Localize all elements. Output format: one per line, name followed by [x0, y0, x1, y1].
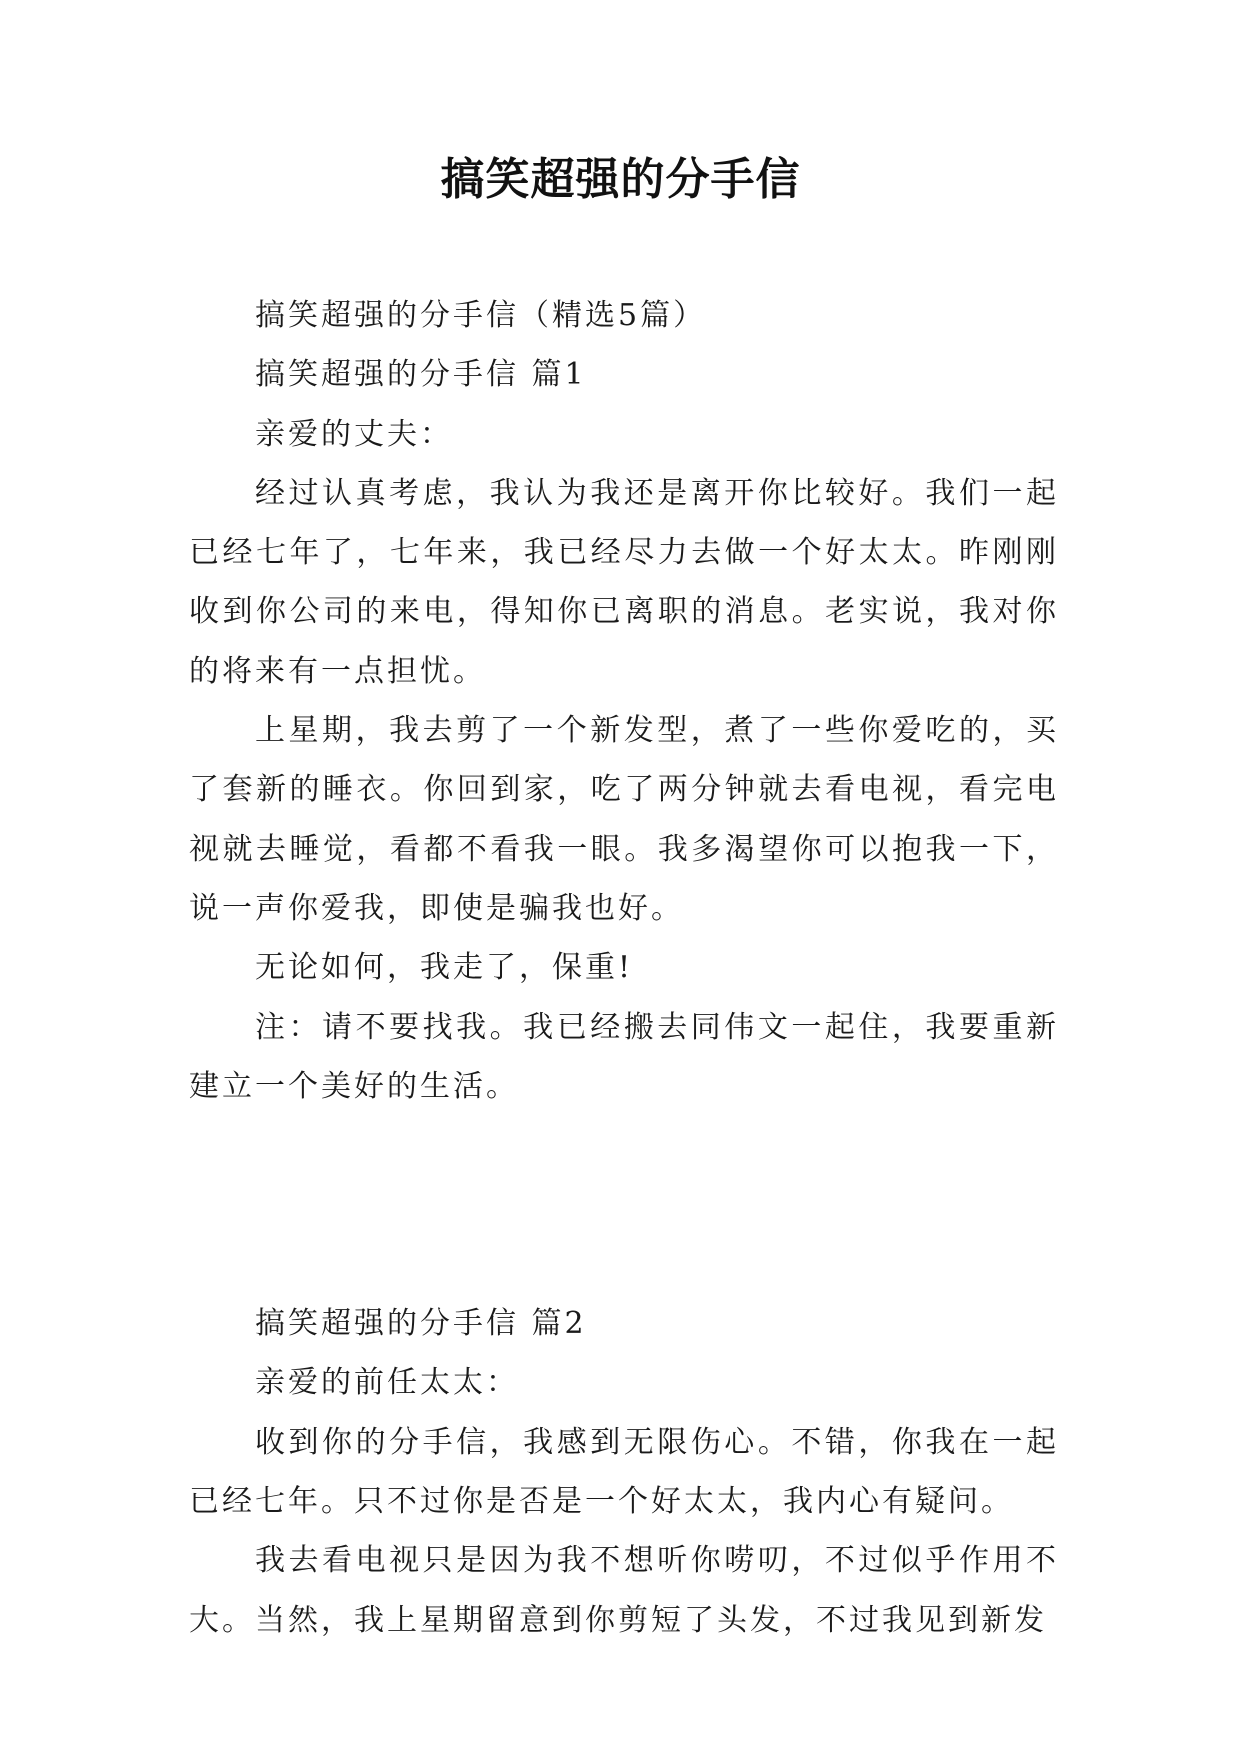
paragraph: 注：请不要找我。我已经搬去同伟文一起住，我要重新建立一个美好的生活。: [189, 1009, 1059, 1104]
paragraph: 收到你的分手信，我感到无限伤心。不错，你我在一起已经七年。只不过你是否是一个好太太，我内心有疑问。: [189, 1424, 1059, 1520]
document-title: 搞笑超强的分手信: [440, 154, 801, 205]
collection-subtitle: 搞笑超强的分手信（精选5篇）: [255, 298, 707, 333]
paragraph: 无论如何，我走了，保重!: [255, 950, 634, 986]
section-heading-2: 搞笑超强的分手信 篇2: [255, 1306, 587, 1342]
paragraph: 经过认真考虑，我认为我还是离开你比较好。我们一起已经七年了，七年来，我已经尽力去做一个好太太。昨刚刚收到你公司的来电，得知你已离职的消息。老实说，我对你的将来有一点担忧。: [189, 475, 1059, 689]
section-spacer: [189, 1116, 1059, 1294]
salutation-1: 亲爱的丈夫：: [255, 416, 453, 452]
section-heading-1: 搞笑超强的分手信 篇1: [255, 357, 587, 393]
paragraph: 我去看电视只是因为我不想听你唠叨，不过似乎作用不大。当然，我上星期留意到你剪短了头发，不过我见到新发: [189, 1543, 1059, 1638]
salutation-2: 亲爱的前任太太：: [255, 1365, 519, 1401]
paragraph: 上星期，我去剪了一个新发型，煮了一些你爱吃的，买了套新的睡衣。你回到家，吃了两分钟就去看电视，看完电视就去睡觉，看都不看我一眼。我多渴望你可以抱我一下，说一声你爱我，即使是骗我也好。: [189, 713, 1059, 926]
document-body: [189, 286, 1059, 1650]
